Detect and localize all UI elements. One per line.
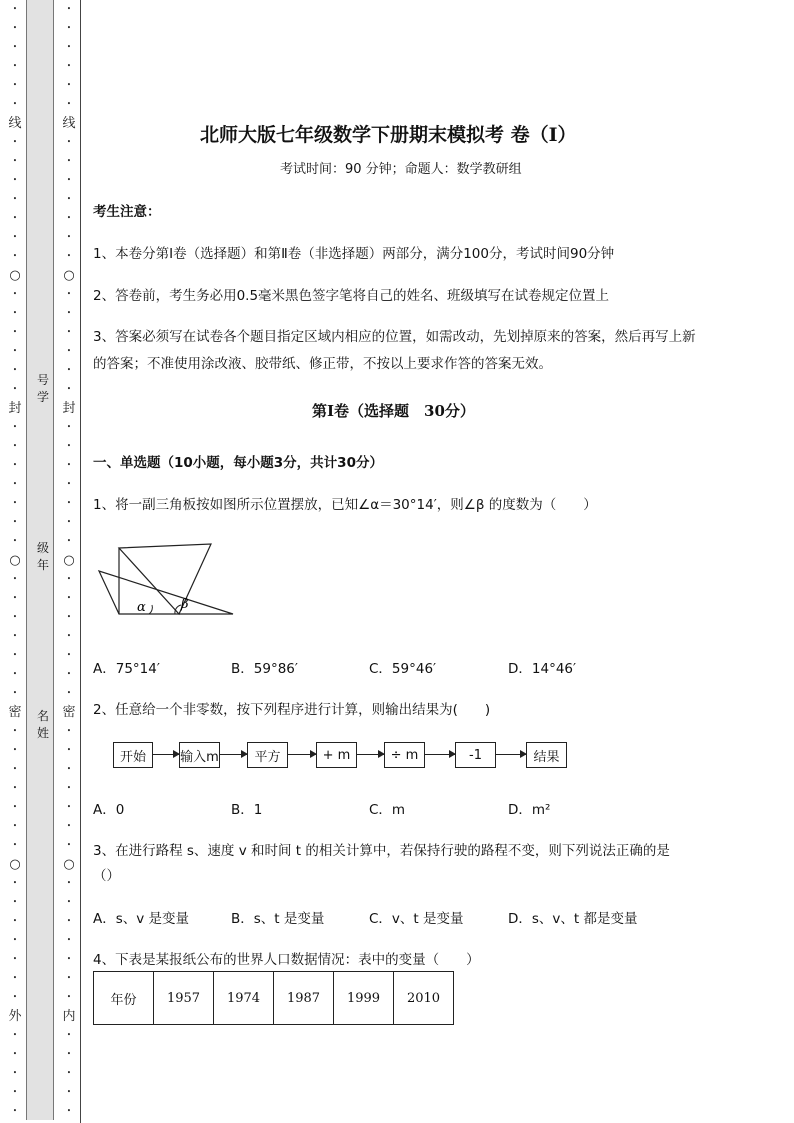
flow-divide-m: ÷ m [384,742,425,768]
binding-dot: • [66,1069,72,1077]
binding-dot: • [12,1069,18,1077]
field-grade: 级 年 [36,541,49,572]
binding-divider [80,0,81,1123]
binding-dot: • [12,214,18,222]
question-3-stem: 3、在进行路程 s、速度 v 和时间 t 的相关计算中，若保持行驶的路程不变，则下列说法正确的是 [93,843,670,859]
binding-dot: • [66,746,72,754]
binding-dot: • [66,822,72,830]
binding-dot: • [66,803,72,811]
q3-option-a: A．s、v 是变量 [93,911,190,927]
binding-mark: 线 [62,116,76,131]
binding-dot: • [12,5,18,13]
binding-dot: • [12,252,18,260]
binding-dot: • [66,841,72,849]
binding-dot: • [12,537,18,545]
binding-dot: • [12,43,18,51]
binding-mark: ○ [9,268,21,283]
binding-dot: • [12,309,18,317]
q2-option-b: B．1 [231,802,263,818]
binding-dot: • [12,651,18,659]
binding-mark: 密 [62,705,76,720]
binding-dot: • [66,252,72,260]
q1-option-a: A．75°14′ [93,661,160,677]
flow-arrow [220,754,247,755]
binding-dot: • [12,746,18,754]
binding-dot: • [12,423,18,431]
binding-dot: • [12,461,18,469]
binding-dot: • [12,974,18,982]
binding-dot: • [12,385,18,393]
q1-option-b: B．59°86′ [231,661,298,677]
binding-dot: • [12,366,18,374]
binding-mark: ○ [63,268,75,283]
binding-dot: • [12,1107,18,1115]
alpha-label: α [137,600,146,615]
binding-dot: • [66,62,72,70]
binding-dot: • [66,309,72,317]
notice-item-2: 2、答卷前，考生务必用0.5毫米黑色签字笔将自己的姓名、班级填写在试卷规定位置上 [93,288,610,304]
binding-dot: • [66,138,72,146]
binding-dot: • [66,1050,72,1058]
binding-dot: • [12,24,18,32]
binding-dot: • [66,727,72,735]
question-1-stem: 1、将一副三角板按如图所示位置摆放，已知∠α＝30°14′，则∠β 的度数为（ ） [93,497,597,513]
q3-option-d: D．s、v、t 都是变量 [508,911,638,927]
binding-dot: • [66,214,72,222]
binding-dot: • [66,100,72,108]
binding-dot: • [12,233,18,241]
binding-dot: • [12,100,18,108]
binding-dot: • [12,955,18,963]
flow-minus-one: -1 [455,742,496,768]
binding-dot: • [66,993,72,1001]
binding-dot: • [12,328,18,336]
binding-mark: 封 [62,401,76,416]
binding-dot: • [12,670,18,678]
binding-dot: • [66,233,72,241]
binding-dot: • [66,1107,72,1115]
binding-dot: • [12,594,18,602]
binding-dot: • [66,765,72,773]
q2-option-a: A．0 [93,802,125,818]
binding-dot: • [66,613,72,621]
outer-dotted-line [8,0,22,1123]
field-name: 名 姓 [36,709,49,740]
binding-dot: • [66,537,72,545]
flow-result: 结果 [526,742,567,768]
binding-dot: • [12,1088,18,1096]
population-table [93,971,454,1025]
table-cell: 1974 [214,972,274,1025]
triangle-upper [119,544,211,614]
table-cell: 1957 [154,972,214,1025]
flow-arrow [357,754,384,755]
binding-dot: • [66,632,72,640]
binding-mark: ○ [63,857,75,872]
binding-dot: • [66,442,72,450]
flow-arrow [288,754,316,755]
binding-mark: ○ [9,857,21,872]
flow-arrow [496,754,526,755]
binding-dot: • [12,727,18,735]
binding-mark: ○ [63,553,75,568]
notice-item-1: 1、本卷分第Ⅰ卷（选择题）和第Ⅱ卷（非选择题）两部分，满分100分，考试时间90分钟 [93,246,615,262]
binding-dot: • [12,195,18,203]
binding-dot: • [66,5,72,13]
binding-dot: • [66,499,72,507]
flow-arrow [425,754,455,755]
part-title: 一、单选题（10小题，每小题3分，共计30分） [93,455,383,471]
notice-heading: 考生注意： [93,204,161,220]
binding-dot: • [66,917,72,925]
binding-dot: • [12,917,18,925]
table-cell: 1999 [334,972,394,1025]
table-header-cell: 年份 [94,972,154,1025]
table-cell: 1987 [274,972,334,1025]
q3-option-b: B．s、t 是变量 [231,911,325,927]
binding-dot: • [12,499,18,507]
q1-option-c: C．59°46′ [369,661,437,677]
binding-dot: • [12,62,18,70]
binding-dot: • [12,803,18,811]
field-student-id: 号 学 [36,373,49,404]
binding-dot: • [66,879,72,887]
binding-mark: 线 [8,116,22,131]
q2-option-d: D．m² [508,802,551,818]
binding-dot: • [12,936,18,944]
binding-dot: • [66,518,72,526]
binding-dot: • [12,290,18,298]
binding-dot: • [66,24,72,32]
binding-dot: • [12,879,18,887]
flow-add-m: + m [316,742,357,768]
binding-dot: • [66,480,72,488]
binding-dot: • [66,347,72,355]
binding-mark: 密 [8,705,22,720]
binding-dot: • [66,461,72,469]
binding-dot: • [66,195,72,203]
q2-option-c: C．m [369,802,406,818]
notice-item-3: 3、答案必须写在试卷各个题目指定区域内相应的位置，如需改动，先划掉原来的答案，然后再写上新 [93,329,696,345]
binding-dot: • [66,575,72,583]
binding-dot: • [12,480,18,488]
binding-dot: • [66,423,72,431]
binding-dot: • [66,955,72,963]
flow-start: 开始 [113,742,153,768]
binding-dot: • [66,689,72,697]
q3-option-c: C．v、t 是变量 [369,911,464,927]
binding-mark: ○ [9,553,21,568]
inner-dotted-line [62,0,76,1123]
binding-dot: • [12,841,18,849]
table-cell: 2010 [394,972,454,1025]
binding-dot: • [12,138,18,146]
binding-dot: • [66,898,72,906]
binding-dot: • [66,594,72,602]
binding-dot: • [66,81,72,89]
binding-dot: • [12,1050,18,1058]
alpha-arc [149,605,152,614]
binding-dot: • [66,784,72,792]
binding-mark: 封 [8,401,22,416]
binding-dot: • [66,328,72,336]
binding-dot: • [66,670,72,678]
binding-mark: 外 [8,1009,22,1024]
binding-dot: • [12,81,18,89]
binding-dot: • [12,784,18,792]
binding-dot: • [66,366,72,374]
binding-dot: • [12,822,18,830]
binding-dot: • [66,1088,72,1096]
flow-input: 输入m [179,742,220,768]
triangles-figure [95,540,240,620]
question-4-stem: 4、下表是某报纸公布的世界人口数据情况：表中的变量（ ） [93,952,480,968]
binding-dot: • [66,385,72,393]
exam-title: 北师大版七年级数学下册期末模拟考 卷（Ⅰ） [200,124,577,146]
binding-dot: • [12,157,18,165]
exam-subtitle: 考试时间：90 分钟；命题人：数学教研组 [280,162,522,177]
flow-square: 平方 [247,742,288,768]
q1-option-d: D．14°46′ [508,661,577,677]
notice-item-3-cont: 的答案；不准使用涂改液、胶带纸、修正带，不按以上要求作答的答案无效。 [93,356,552,372]
binding-dot: • [66,651,72,659]
binding-dot: • [12,442,18,450]
beta-label: β [181,597,189,612]
binding-dot: • [12,898,18,906]
question-2-stem: 2、任意给一个非零数，按下列程序进行计算，则输出结果为( ) [93,702,491,718]
binding-dot: • [66,176,72,184]
binding-mark: 内 [62,1009,76,1024]
binding-dot: • [12,518,18,526]
binding-dot: • [66,974,72,982]
binding-dot: • [12,632,18,640]
binding-dot: • [66,43,72,51]
binding-dot: • [12,689,18,697]
binding-dot: • [12,347,18,355]
binding-dot: • [12,993,18,1001]
section-title: 第Ⅰ卷（选择题 30分） [312,402,475,420]
binding-dot: • [12,575,18,583]
binding-dot: • [66,290,72,298]
question-3-stem-cont: （） [93,868,120,884]
binding-dot: • [12,176,18,184]
binding-dot: • [12,613,18,621]
binding-dot: • [66,936,72,944]
binding-dot: • [12,765,18,773]
table-row [94,972,454,1025]
binding-dot: • [12,1031,18,1039]
binding-margin [0,0,90,1123]
flow-arrow [153,754,179,755]
binding-dot: • [66,1031,72,1039]
binding-dot: • [66,157,72,165]
